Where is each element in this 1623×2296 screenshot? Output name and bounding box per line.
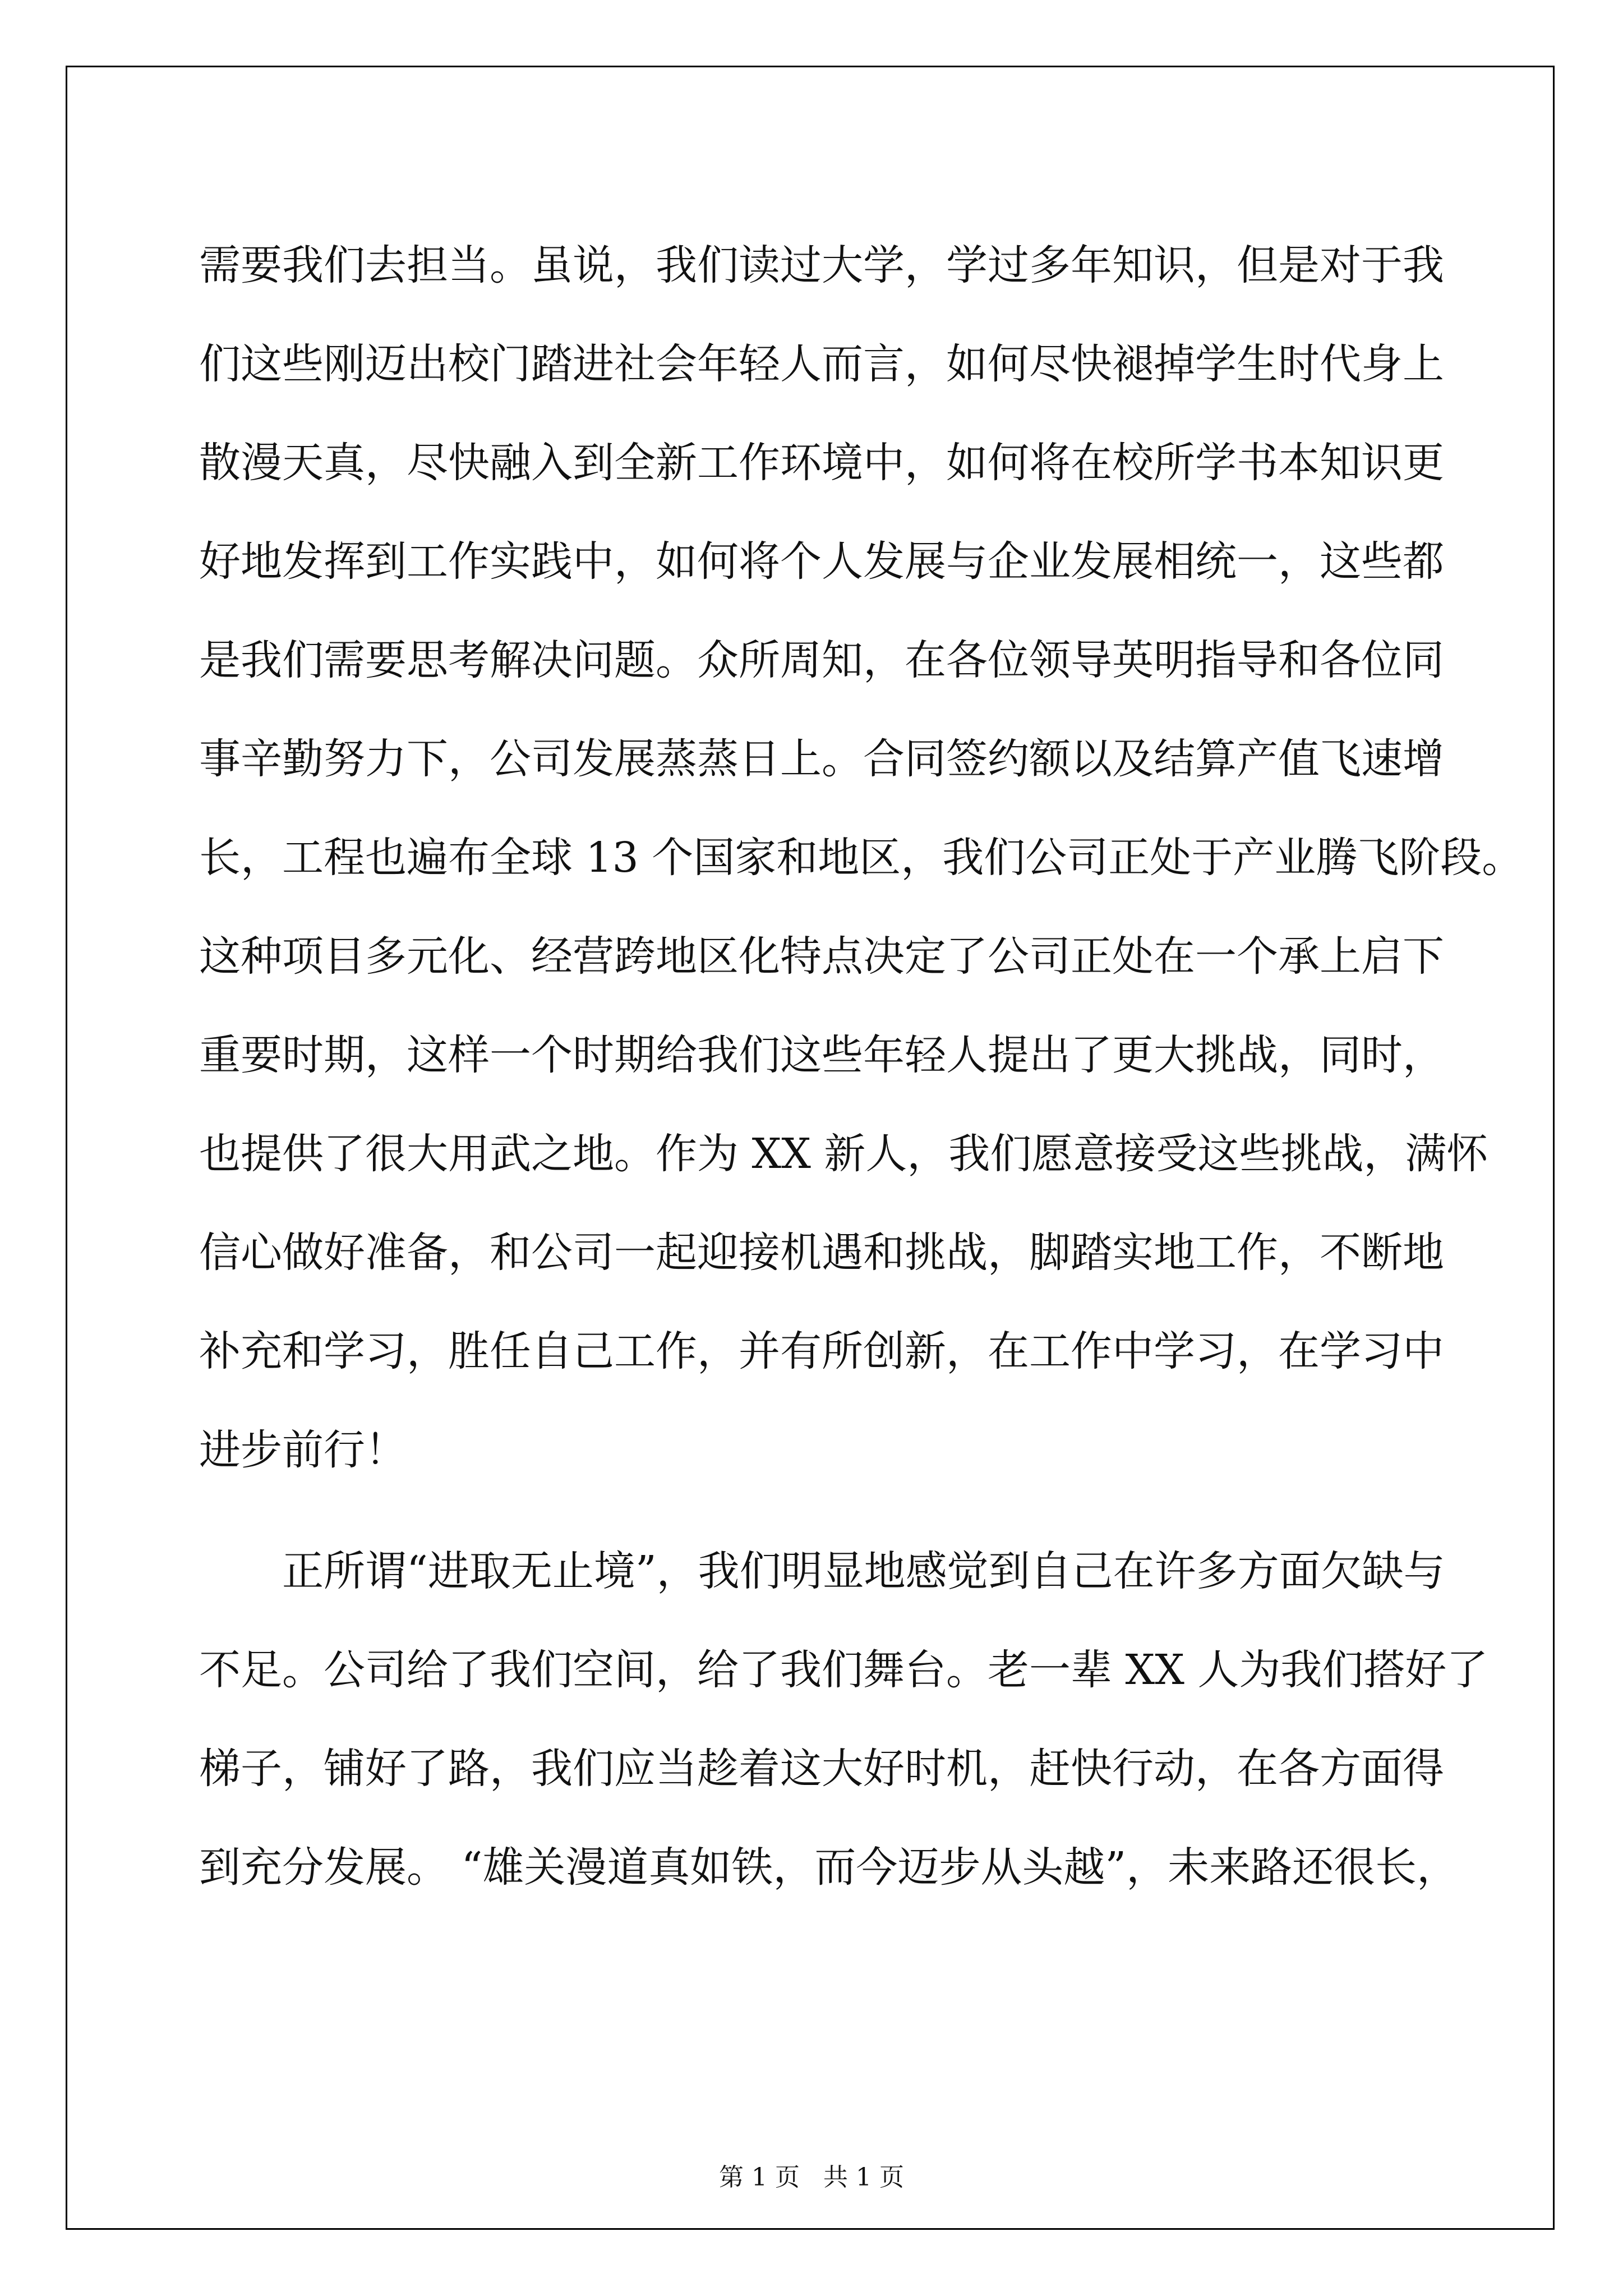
text-line: 事辛勤努力下，公司发展蒸蒸日上。合同签约额以及结算产值飞速增 [199, 735, 1444, 783]
page-footer: 第 1 页 共 1 页 [719, 2163, 904, 2192]
text-line: 信心做好准备，和公司一起迎接机遇和挑战，脚踏实地工作，不断地 [199, 1228, 1444, 1277]
text-line: 是我们需要思考解决问题。众所周知，在各位领导英明指导和各位同 [199, 636, 1444, 684]
text-line: 不足。公司给了我们空间，给了我们舞台。老一辈 XX 人为我们搭好了 [199, 1646, 1488, 1694]
paragraph-gap [199, 1499, 1433, 1522]
text-line: 长，工程也遍布全球 13 个国家和地区，我们公司正处于产业腾飞阶段。 [199, 834, 1524, 882]
text-line: 需要我们去担当。虽说，我们读过大学，学过多年知识，但是对于我 [199, 241, 1444, 289]
text-line: 们这些刚迈出校门踏进社会年轻人而言，如何尽快褪掉学生时代身上 [199, 340, 1444, 388]
text-line: 散漫天真，尽快融入到全新工作环境中，如何将在校所学书本知识更 [199, 439, 1444, 487]
text-line: 重要时期，这样一个时期给我们这些年轻人提出了更大挑战，同时， [199, 1031, 1444, 1079]
text-line: 这种项目多元化、经营跨地区化特点决定了公司正处在一个承上启下 [199, 932, 1444, 981]
text-line: 补充和学习，胜任自己工作，并有所创新，在工作中学习，在学习中 [199, 1327, 1444, 1375]
text-line: 梯子，铺好了路，我们应当趁着这大好时机，赶快行动，在各方面得 [199, 1745, 1444, 1793]
text-line: 正所谓“进取无止境”，我们明显地感觉到自己在许多方面欠缺与 [199, 1547, 1445, 1595]
text-line: 进步前行！ [199, 1426, 407, 1474]
text-line: 到充分发展。 “雄关漫道真如铁，而今迈步从头越”，未来路还很长， [199, 1843, 1459, 1892]
text-line: 好地发挥到工作实践中，如何将个人发展与企业发展相统一，这些都 [199, 537, 1444, 586]
document-body [199, 216, 1524, 1917]
text-line: 也提供了很大用武之地。作为 XX 新人，我们愿意接受这些挑战，满怀 [199, 1130, 1488, 1178]
